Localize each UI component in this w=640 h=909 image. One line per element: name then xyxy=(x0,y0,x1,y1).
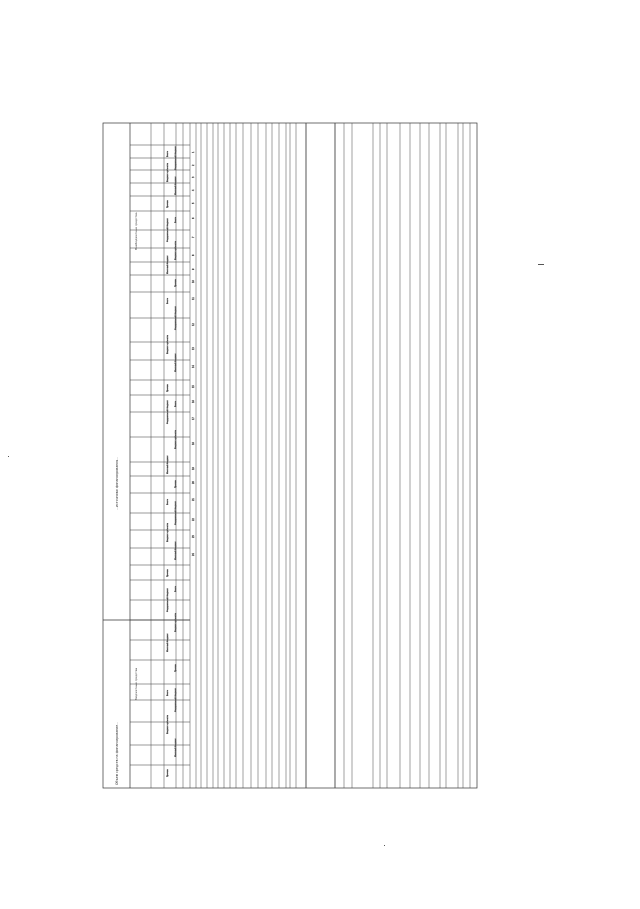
subheader-label: Прочие xyxy=(167,200,169,208)
column-number-label: 13 xyxy=(192,347,195,350)
subheader-label: Местный бюджет xyxy=(175,353,177,372)
subheader-label: Бюджет субъекта xyxy=(167,714,169,734)
column-number-label: 17 xyxy=(192,417,195,420)
column-number-label: 23 xyxy=(192,535,195,538)
header-cells xyxy=(166,145,195,777)
column-number-label: 19 xyxy=(192,467,195,470)
subheader-label: Всего xyxy=(175,586,177,592)
subheader-label: Всего xyxy=(167,298,169,304)
column-number-label: 22 xyxy=(192,518,195,521)
column-number-label: 24 xyxy=(192,553,195,556)
subheader-label: Федеральный бюджет xyxy=(175,306,177,330)
subheader-label: Бюджет субъекта xyxy=(167,522,169,542)
subheader-label: Всего xyxy=(167,151,169,157)
column-number-label: 9 xyxy=(192,268,195,270)
subheader-label: Прочие xyxy=(167,769,169,777)
column-number-label: 8 xyxy=(192,254,195,256)
scan-mark xyxy=(538,264,544,265)
subheader-label: Всего xyxy=(167,499,169,505)
subheader-label: Федеральный бюджет xyxy=(175,501,177,525)
subheader-label: Местный бюджет xyxy=(175,738,177,757)
column-number-label: 12 xyxy=(192,323,195,326)
header-group-extrabudget: Внебюджетные средства xyxy=(134,212,138,250)
subheader-label: Бюджет субъекта xyxy=(167,334,169,354)
column-number-label: 1 xyxy=(192,151,195,153)
subheader-label: Бюджет субъекта xyxy=(175,429,177,449)
subheader-label: Всего xyxy=(167,690,169,696)
subheader-label: Прочие xyxy=(175,480,177,488)
subheader-label: Федеральный бюджет xyxy=(167,218,169,242)
subheader-label: Бюджет субъекта xyxy=(175,240,177,260)
scan-dot xyxy=(8,456,9,457)
subheader-label: Бюджет субъекта xyxy=(175,612,177,632)
column-number-label: 11 xyxy=(192,297,195,300)
column-number-label: 18 xyxy=(192,442,195,445)
column-number-label: 20 xyxy=(192,481,195,484)
table-column-lines xyxy=(151,123,470,788)
subheader-label: Местный бюджет xyxy=(167,255,169,274)
scan-dot-bottom xyxy=(384,845,385,846)
column-number-label: 6 xyxy=(192,217,195,219)
column-number-label: 14 xyxy=(192,365,195,368)
column-number-label: 16 xyxy=(192,400,195,403)
header-group-budget: Бюджетные средства xyxy=(134,667,138,700)
subheader-label: Федеральный бюджет xyxy=(167,400,169,424)
subheader-label: Федеральный бюджет xyxy=(167,588,169,612)
column-number-label: 15 xyxy=(192,385,195,388)
column-number-label: 21 xyxy=(192,498,195,501)
column-number-label: 10 xyxy=(192,280,195,283)
subheader-label: Местный бюджет xyxy=(167,633,169,652)
column-number-label: 2 xyxy=(192,164,195,166)
column-number-label: 3 xyxy=(192,176,195,178)
caption-right: ...источники финансирования... xyxy=(115,456,119,510)
subheader-label: Бюджет субъекта xyxy=(167,162,169,182)
subheader-label: Местный бюджет xyxy=(175,541,177,560)
subheader-label: Всего xyxy=(175,401,177,407)
subheader-label: Прочие xyxy=(175,279,177,287)
subheader-label: Местный бюджет xyxy=(167,455,169,474)
subheader-label: Федеральный бюджет xyxy=(175,688,177,712)
column-number-label: 5 xyxy=(192,202,195,204)
subheader-label: Прочие xyxy=(167,569,169,577)
caption-left: Объем средств на финансирование... xyxy=(115,721,119,785)
subheader-label: Прочие xyxy=(175,664,177,672)
table-row-lines xyxy=(130,145,190,765)
column-number-label: 7 xyxy=(192,236,195,238)
subheader-label: Прочие xyxy=(167,384,169,392)
subheader-label: Местный бюджет xyxy=(175,176,177,195)
subheader-label: Федеральный бюджет xyxy=(175,146,177,170)
column-number-label: 4 xyxy=(192,189,195,191)
subheader-label: Всего xyxy=(175,217,177,223)
